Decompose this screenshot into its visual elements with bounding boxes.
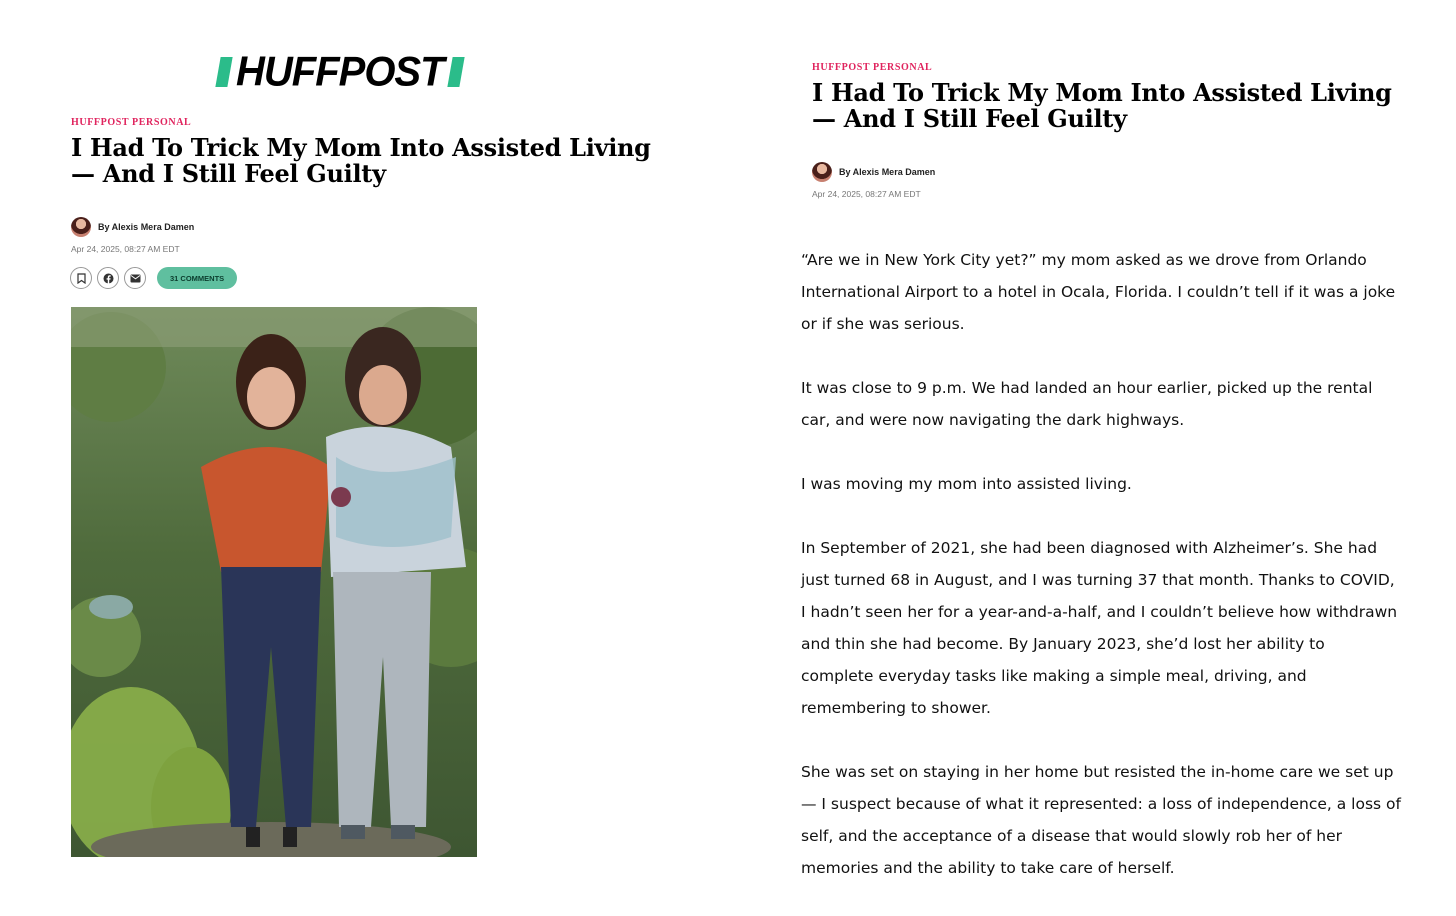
headline-right-line-1: I Had To Trick My Mom Into Assisted Living <box>812 78 1392 107</box>
paragraph: It was close to 9 p.m. We had landed an hour earlier, picked up the rental car, and were now navigating the dark highways. <box>801 379 1373 429</box>
headline-line-2: — And I Still Feel Guilty <box>71 159 386 188</box>
byline <box>71 217 194 237</box>
author-name[interactable]: By Alexis Mera Damen <box>98 222 195 232</box>
facebook-icon[interactable] <box>97 267 119 289</box>
paragraph: I was moving my mom into assisted living. <box>801 475 1132 493</box>
article-headline <box>71 135 671 187</box>
article-headline-right <box>812 80 1412 132</box>
headline-line-1: I Had To Trick My Mom Into Assisted Living <box>71 133 651 162</box>
author-avatar-right[interactable] <box>812 162 832 182</box>
paragraph: In September of 2021, she had been diagnosed with Alzheimer’s. She had just turned 68 in August, and I was turning 37 that month. Thanks to COVID, I hadn’t seen her for a year-and-a-half, and I couldn’t believe how withdrawn and thin she had become. By January 2023, she’d lost her ability to complete everyday tasks like making a simple meal, driving, and remembering to shower. <box>801 539 1398 717</box>
logo-text: HUFFPOST <box>236 48 444 96</box>
headline-right-line-2: — And I Still Feel Guilty <box>812 104 1127 133</box>
author-name-right[interactable]: By Alexis Mera Damen <box>839 167 936 177</box>
section-kicker-right[interactable]: HUFFPOST PERSONAL <box>812 62 933 73</box>
byline-right <box>812 162 935 182</box>
paragraph: She was set on staying in her home but resisted the in-home care we set up — I suspect because of what it represented: a loss of independence, a loss of self, and the acceptance of a disease that would slowly rob her of her memories and the ability to take care of herself. <box>801 763 1401 877</box>
author-avatar[interactable] <box>71 217 91 237</box>
share-bar <box>70 267 237 289</box>
publish-date: Apr 24, 2025, 08:27 AM EDT <box>71 244 180 254</box>
huffpost-logo[interactable] <box>218 48 462 96</box>
article-photo <box>71 307 477 857</box>
email-icon[interactable] <box>124 267 146 289</box>
paragraph: “Are we in New York City yet?” my mom asked as we drove from Orlando International Airport to a hotel in Ocala, Florida. I couldn’t tell if it was a joke or if she was serious. <box>801 251 1396 333</box>
comments-button[interactable]: 31 COMMENTS <box>157 267 237 289</box>
section-kicker[interactable]: HUFFPOST PERSONAL <box>71 117 192 128</box>
article-body <box>801 244 1401 916</box>
publish-date-right: Apr 24, 2025, 08:27 AM EDT <box>812 189 921 199</box>
bookmark-icon[interactable] <box>70 267 92 289</box>
